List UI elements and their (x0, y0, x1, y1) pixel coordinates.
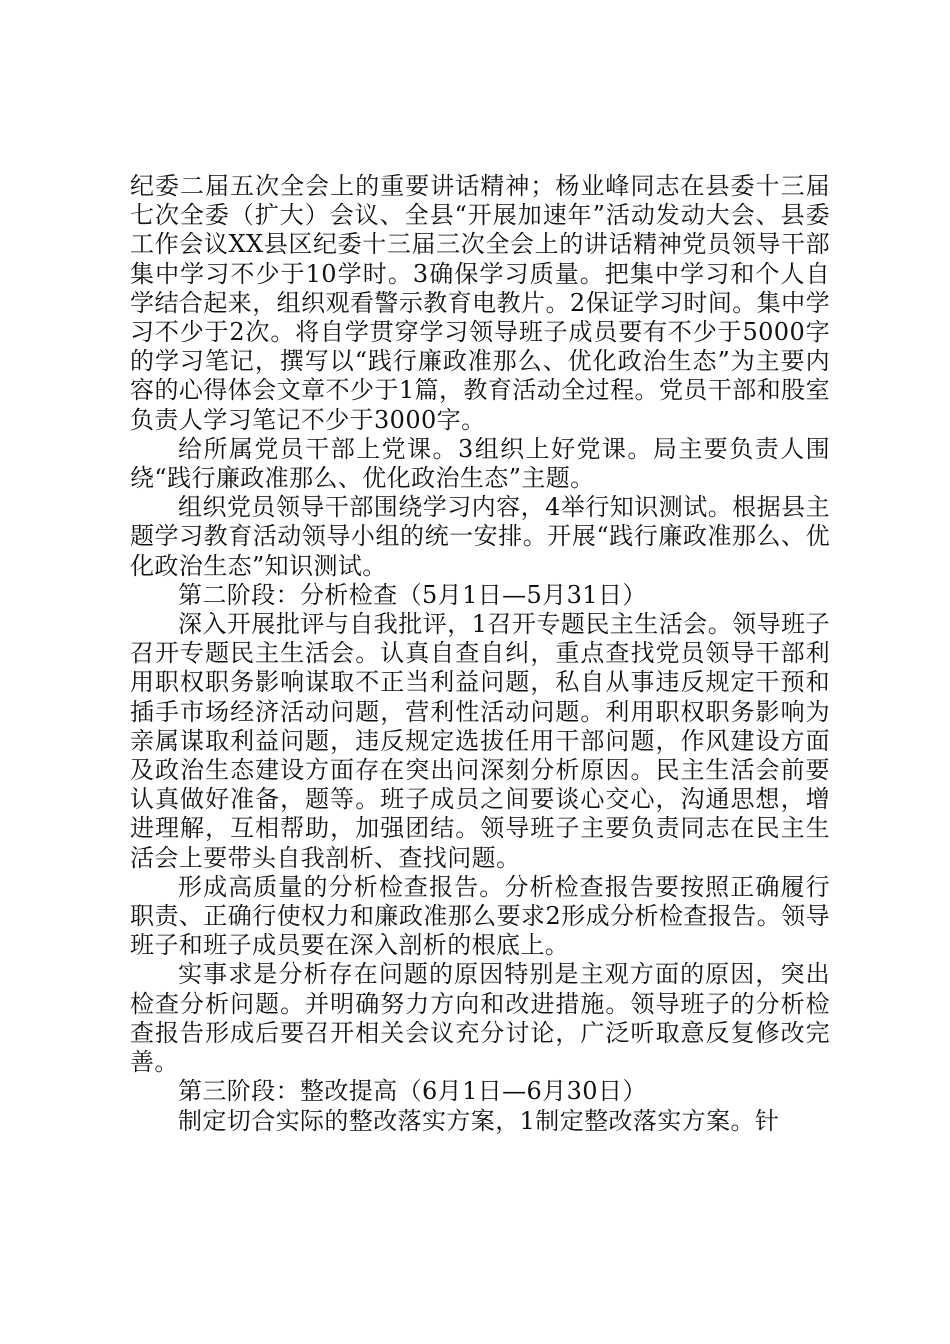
paragraph-party-lecture: 给所属党员干部上党课。3组织上好党课。局主要负责人围绕“践行廉政准那么、优化政治生态”主题。 (130, 434, 830, 493)
paragraph-cause-analysis: 实事求是分析存在问题的原因特别是主观方面的原因，突出检查分析问题。并明确努力方向和改进措施。领导班子的分析检查报告形成后要召开相关会议充分讨论，广泛听取意反复修改完善。 (130, 960, 830, 1077)
paragraph-democratic-life-meeting: 深入开展批评与自我批评，1召开专题民主生活会。领导班子召开专题民主生活会。认真自查自纠，重点查找党员领导干部利用职权职务影响谋取不正当利益问题，私自从事违反规定干预和插手市场经济活动问题，营利性活动问题。利用职权职务影响为亲属谋取利益问题，违反规定选拔任用干部问题，作风建设方面及政治生态建设方面存在突出问深刻分析原因。民主生活会前要认真做好准备，题等。班子成员之间要谈心交心，沟通思想，增进理解，互相帮助，加强团结。领导班子主要负责同志在民主生活会上要带头自我剖析、查找问题。 (130, 610, 830, 872)
heading-stage-two: 第二阶段：分析检查（5月1日—5月31日） (178, 580, 647, 609)
paragraph-knowledge-test: 组织党员领导干部围绕学习内容，4举行知识测试。根据县主题学习教育活动领导小组的统一安排。开展“践行廉政准那么、优化政治生态”知识测试。 (130, 493, 830, 580)
paragraph-rectification-plan: 制定切合实际的整改落实方案，1制定整改落实方案。针 (178, 1106, 780, 1135)
heading-stage-three: 第三阶段：整改提高（6月1日—6月30日） (178, 1077, 647, 1106)
document-body (130, 172, 830, 1136)
paragraph-study-requirements: 纪委二届五次全会上的重要讲话精神；杨业峰同志在县委十三届七次全委（扩大）会议、全县“开展加速年”活动发动大会、县委工作会议XX县区纪委十三届三次全会上的讲话精神党员领导干部集中学习不少于10学时。3确保学习质量。把集中学习和个人自学结合起来，组织观看警示教育电教片。2保证学习时间。集中学习不少于2次。将自学贯穿学习领导班子成员要有不少于5000字的学习笔记，撰写以“践行廉政准那么、优化政治生态”为主要内容的心得体会文章不少于1篇，教育活动全过程。党员干部和股室负责人学习笔记不少于3000字。 (130, 172, 830, 434)
paragraph-analysis-report: 形成高质量的分析检查报告。分析检查报告要按照正确履行职责、正确行使权力和廉政准那么要求2形成分析检查报告。领导班子和班子成员要在深入剖析的根底上。 (130, 872, 830, 960)
